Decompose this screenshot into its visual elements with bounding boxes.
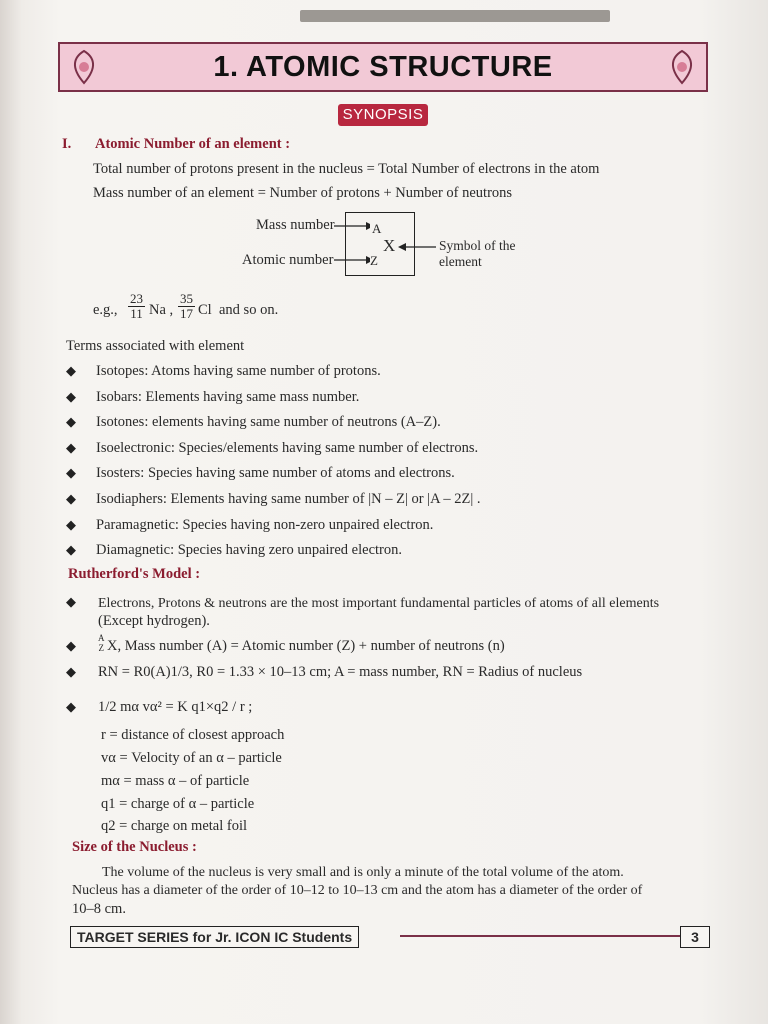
variable-definition: q2 = charge on metal foil [101, 818, 248, 834]
variable-definition: vα = Velocity of an α – particle [101, 750, 282, 766]
variable-definition: mα = mass α – of particle [101, 773, 250, 789]
diamond-bullet-icon: ◆ [66, 491, 76, 506]
section-number: I. [62, 136, 72, 152]
mass-symbol: A [372, 221, 382, 236]
sodium-notation [128, 292, 145, 322]
chapter-header-banner [58, 42, 708, 92]
definition-line: Mass number of an element = Number of protons + Number of neutrons [93, 185, 513, 201]
page-edge-strip [300, 10, 610, 22]
definition-line: Total number of protons present in the nucleus = Total Number of electrons in the atom [93, 161, 600, 177]
diamond-bullet-icon: ◆ [66, 638, 76, 653]
na-symbol: Na , [149, 302, 174, 318]
term-item: Isotopes: Atoms having same number of protons. [96, 363, 381, 379]
floral-ornament-icon [662, 47, 702, 87]
footer-divider [400, 935, 700, 937]
variable-definition: q1 = charge of α – particle [101, 796, 255, 812]
diamond-bullet-icon: ◆ [66, 389, 76, 404]
section-heading: Atomic Number of an element : [95, 136, 291, 152]
term-item: Isodiaphers: Elements having same number of |N – Z| or |A – 2Z| . [96, 491, 481, 507]
synopsis-badge: SYNOPSIS [338, 104, 428, 126]
variable-definition: r = distance of closest approach [101, 727, 285, 743]
mass-number-label: Mass number [256, 217, 335, 233]
na-mass-number: 23 [130, 291, 143, 306]
nucleus-heading: Size of the Nucleus : [72, 839, 197, 855]
diamond-bullet-icon: ◆ [66, 699, 76, 714]
example-prefix: e.g., [93, 302, 118, 318]
diamond-bullet-icon: ◆ [66, 414, 76, 429]
closest-approach-formula: 1/2 mα vα² = K q1×q2 / r ; [98, 699, 253, 715]
chapter-title: 1. ATOMIC STRUCTURE [213, 51, 553, 83]
diamond-bullet-icon: ◆ [66, 363, 76, 378]
rutherford-point: Electrons, Protons & neutrons are the most important fundamental particles of atoms of all elements [98, 596, 660, 611]
rutherford-point: RN = R0(A)1/3, R0 = 1.33 × 10–13 cm; A = mass number, RN = Radius of nucleus [98, 664, 583, 680]
diamond-bullet-icon: ◆ [66, 542, 76, 557]
diamond-bullet-icon: ◆ [66, 594, 76, 609]
term-item: Isobars: Elements having same mass number. [96, 389, 360, 405]
page-footer [70, 926, 710, 948]
series-label: TARGET SERIES for Jr. ICON IC Students [70, 926, 359, 948]
isotope-notation [98, 633, 105, 653]
rutherford-point: (Except hydrogen). [98, 613, 210, 629]
example-suffix: and so on. [219, 302, 279, 318]
atomic-symbol: Z [370, 253, 378, 268]
atomic-number-label: Atomic number [242, 252, 334, 268]
diamond-bullet-icon: ◆ [66, 440, 76, 455]
nucleus-text: Nucleus has a diameter of the order of 10–12 to 10–13 cm and the atom has a diameter of the order of [72, 883, 643, 898]
term-item: Isoelectronic: Species/elements having same number of electrons. [96, 440, 479, 456]
page-number: 3 [680, 926, 710, 948]
terms-heading: Terms associated with element [66, 338, 245, 354]
isotope-mass-symbol: A [98, 633, 105, 643]
nucleus-text: The volume of the nucleus is very small and is only a minute of the total volume of the atom. [102, 865, 624, 880]
diamond-bullet-icon: ◆ [66, 664, 76, 679]
diamond-bullet-icon: ◆ [66, 465, 76, 480]
na-atomic-number: 11 [130, 306, 143, 322]
nucleus-text: 10–8 cm. [72, 901, 126, 917]
rutherford-heading: Rutherford's Model : [68, 566, 201, 582]
term-item: Isotones: elements having same number of neutrons (A–Z). [96, 414, 441, 430]
term-item: Diamagnetic: Species having zero unpaired electron. [96, 542, 402, 558]
symbol-label: Symbol of the [439, 238, 516, 253]
term-item: Paramagnetic: Species having non-zero unpaired electron. [96, 517, 434, 533]
chlorine-notation [178, 292, 195, 322]
diamond-bullet-icon: ◆ [66, 517, 76, 532]
element-symbol: X [383, 236, 396, 255]
term-item: Isosters: Species having same number of atoms and electrons. [96, 465, 455, 481]
cl-symbol: Cl [198, 302, 212, 318]
isotope-atomic-symbol: Z [98, 643, 104, 653]
symbol-arrow [398, 240, 438, 254]
cl-atomic-number: 17 [180, 306, 193, 322]
symbol-label: element [439, 254, 482, 269]
rutherford-point: X, Mass number (A) = Atomic number (Z) + number of neutrons (n) [107, 638, 505, 654]
cl-mass-number: 35 [180, 291, 193, 306]
